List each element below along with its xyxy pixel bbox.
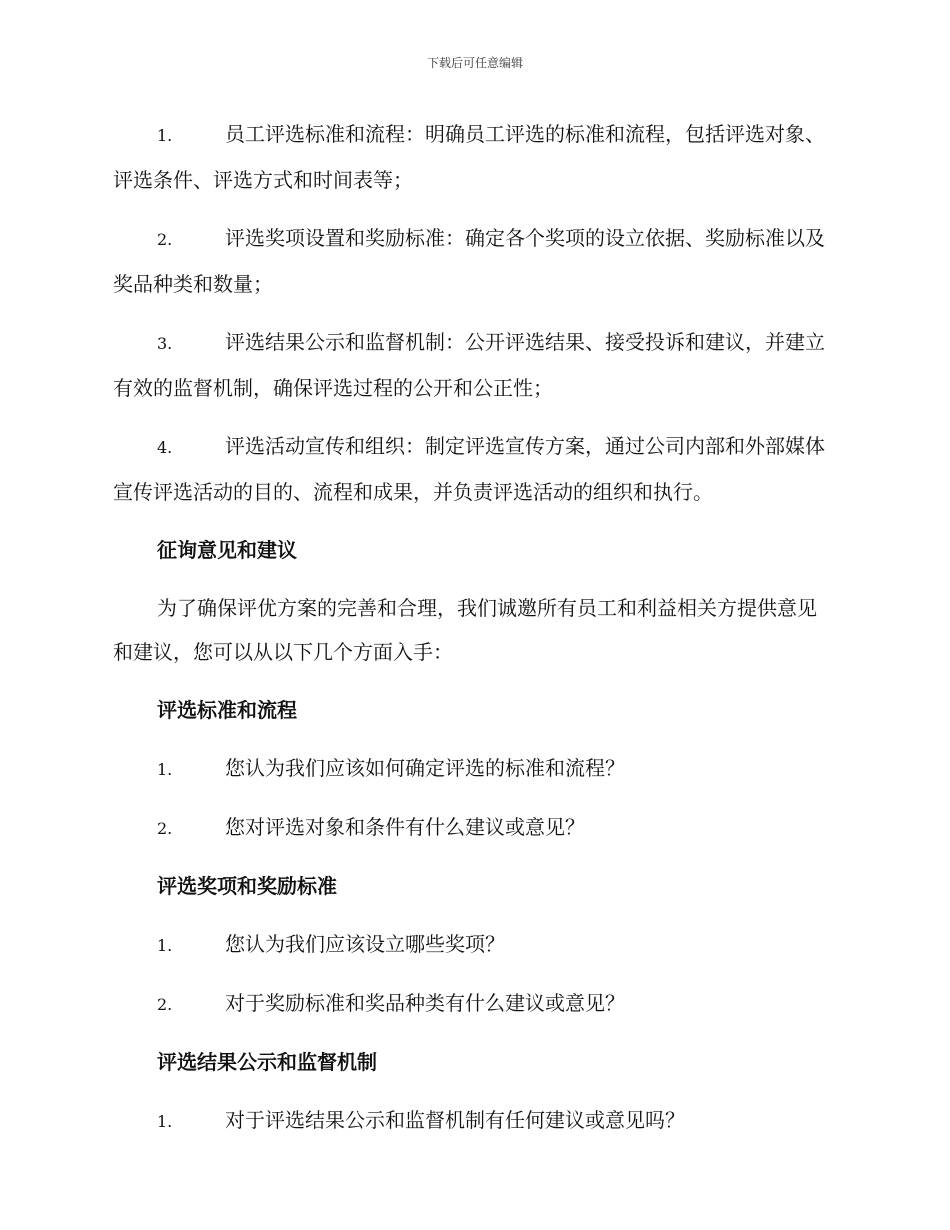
list-item xyxy=(113,746,833,792)
list-number: 3. xyxy=(157,334,173,353)
list-item xyxy=(113,922,833,968)
list-item xyxy=(113,112,833,202)
section-heading-results: 评选结果公示和监督机制 xyxy=(157,1050,377,1074)
list-text: 您认为我们应该如何确定评选的标准和流程？ xyxy=(225,756,625,780)
list-number: 2. xyxy=(157,819,173,838)
list-text: 对于评选结果公示和监督机制有任何建议或意见吗？ xyxy=(225,1108,685,1132)
list-number: 2. xyxy=(157,230,173,249)
list-item xyxy=(113,981,833,1027)
list-item xyxy=(113,216,833,306)
list-text: 对于奖励标准和奖品种类有什么建议或意见？ xyxy=(225,991,625,1015)
feedback-paragraph: 为了确保评优方案的完善和合理，我们诚邀所有员工和利益相关方提供意见和建议，您可以从以下几个方面入手： xyxy=(113,596,817,664)
list-text: 您对评选对象和条件有什么建议或意见？ xyxy=(225,815,585,839)
list-item xyxy=(113,424,833,514)
list-number: 1. xyxy=(157,936,173,955)
list-text: 您认为我们应该设立哪些奖项？ xyxy=(225,932,505,956)
list-number: 1. xyxy=(157,760,173,779)
document-body xyxy=(113,112,833,1157)
list-text: 评选结果公示和监督机制：公开评选结果、接受投诉和建议，并建立有效的监督机制，确保评选过程的公开和公正性； xyxy=(113,330,825,400)
list-item xyxy=(113,1098,833,1144)
list-text: 评选奖项设置和奖励标准：确定各个奖项的设立依据、奖励标准以及奖品种类和数量； xyxy=(113,226,825,296)
list-number: 4. xyxy=(157,438,173,457)
list-number: 1. xyxy=(157,1112,173,1131)
section-heading-criteria: 评选标准和流程 xyxy=(157,698,297,722)
list-item xyxy=(113,805,833,851)
list-number: 2. xyxy=(157,995,173,1014)
list-item xyxy=(113,320,833,410)
list-text: 员工评选标准和流程：明确员工评选的标准和流程，包括评选对象、评选条件、评选方式和时间表等； xyxy=(113,122,825,192)
list-text: 评选活动宣传和组织：制定评选宣传方案，通过公司内部和外部媒体宣传评选活动的目的、流程和成果，并负责评选活动的组织和执行。 xyxy=(113,434,825,504)
page-header: 下载后可任意编辑 xyxy=(426,56,523,70)
list-number: 1. xyxy=(157,126,173,145)
section-heading-feedback: 征询意见和建议 xyxy=(157,538,297,562)
section-heading-awards: 评选奖项和奖励标准 xyxy=(157,874,337,898)
